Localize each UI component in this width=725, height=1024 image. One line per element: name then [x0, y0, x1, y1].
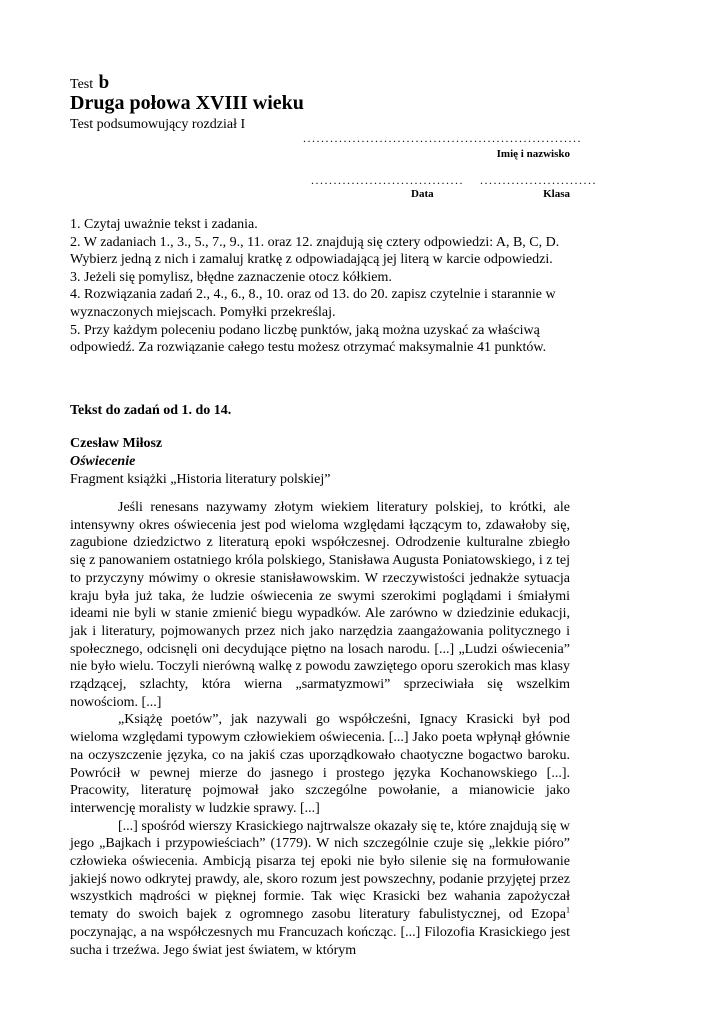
test-variant-line — [70, 72, 109, 94]
page-subtitle: Test podsumowujący rozdział I — [70, 117, 246, 132]
excerpt-paragraph — [70, 818, 570, 960]
instruction-item: 4. Rozwiązania zadań 2., 4., 6., 8., 10. oraz od 13. do 20. zapisz czytelnie i starannie w wyznaczonych miejscach. Pomyłki przekreślaj. — [70, 287, 556, 320]
date-fill-line[interactable]: .................................. — [311, 173, 464, 187]
instruction-item: 5. Przy każdym poleceniu podano liczbę punktów, jaką można uzyskać za właściwą odpowiedź. Za rozwiązanie całego testu możesz otrzymać maksymalnie 41 punktów. — [70, 322, 547, 356]
class-field-label: Klasa — [543, 188, 570, 200]
author-name: Czesław Miłosz — [70, 436, 163, 451]
excerpt-paragraph: Jeśli renesans nazywamy złotym wiekiem literatury polskiej, to krótki, ale intensywny okres oświecenia jest pod wieloma względami łączącym to, zdawałoby się, zagubione dziedzictwo z literaturą epoki współczesnej. Odrodzenie kulturalne zbiegło się z panowaniem ostatniego króla polskiego, Stanisława Augusta Poniatowskiego, i z tej to przyczyny mówimy o okresie stanisławowskim. W rzeczywistości jednakże sytuacja kraju była już taka, że ludzie oświecenia ze swymi szerokimi poglądami i śmiałymi ideami nie byli w stanie zmienić biegu wypadków. Ale zarówno w dziedzinie edukacji, jak i literatury, pojmowanych przez nich jako narzędzia zaangażowania politycznego i społecznego, odcisnęli oni decydujące piętno na losach narodu. [...] „Ludzi oświecenia” nie było wielu. Toczyli nierówną walkę z powodu zawziętego oporu szerokich mas klasy rządzącej, szlachty, która wierna „sarmatyzmowi” sprzeciwiała się wszelkim nowościom. [...] — [70, 500, 570, 710]
page-title: Druga połowa XVIII wieku — [70, 92, 304, 114]
excerpt-text — [70, 499, 570, 959]
instruction-item: 3. Jeżeli się pomylisz, błędne zaznaczenie otocz kółkiem. — [70, 269, 392, 285]
footnote-marker[interactable]: 1 — [566, 905, 570, 915]
excerpt-paragraph: „Książę poetów”, jak nazywali go współcześni, Ignacy Krasicki był pod wieloma względami typowym człowiekiem oświecenia. [...] Jako poeta wpłynął głównie na oczyszczenie języka, co na jakiś czas uporządkowało chaotyczne bogactwo baroku. Powrócił w pewnej mierze do jasnego i prostego języka Kochanowskiego [...]. Pracowity, literaturę pojmował jako szczególne powołanie, a mianowicie jako interwencję moralisty w ludzkie sprawy. [...] — [70, 712, 570, 816]
instruction-item: 1. Czytaj uważnie tekst i zadania. — [70, 217, 258, 232]
instruction-item: 2. W zadaniach 1., 3., 5., 7., 9., 11. oraz 12. znajdują się cztery odpowiedzi: A, B, C, D. Wybierz jedną z nich i zamaluj kratkę z odpowiadającą jej literą w karcie odpowiedzi. — [70, 234, 560, 268]
excerpt-paragraph-end: poczynając, a na współczesnych mu Francuzach kończąc. [...] Filozofia Krasickiego jest sucha i trzeźwa. Jego świat jest światem, w którym — [70, 924, 570, 958]
class-fill-line[interactable]: .......................... — [480, 173, 597, 187]
name-fill-line[interactable]: .............................................................. — [303, 131, 582, 145]
excerpt-paragraph-start: [...] spośród wierszy Krasickiego najtrwalsze okazały się te, które znajdują się w jego „Bajkach i przypowieściach” (1779). W nich szczególnie czuje się „lekkie pióro” człowieka oświecenia. Ambicją pisarza tej epoki nie było silenie się na formułowanie jakiejś nowo odkrytej prawdy, ale, skoro rozum jest powszechny, podanie przyjętej przez wszystkich mądrości w pięknej formie. Tak więc Krasicki bez wahania zapożyczał tematy do swoich bajek z ogromnego zasobu literatury fabulistycznej, od Ezopa — [70, 818, 570, 923]
instructions-list — [70, 216, 570, 357]
test-variant: b — [98, 72, 110, 93]
fragment-note: Fragment książki „Historia literatury polskiej” — [70, 472, 331, 487]
section-heading: Tekst do zadań od 1. do 14. — [70, 403, 232, 418]
date-field-label: Data — [411, 188, 434, 200]
name-field-label: Imię i nazwisko — [496, 148, 570, 160]
test-label: Test — [70, 77, 94, 92]
work-title: Oświecenie — [70, 454, 136, 469]
